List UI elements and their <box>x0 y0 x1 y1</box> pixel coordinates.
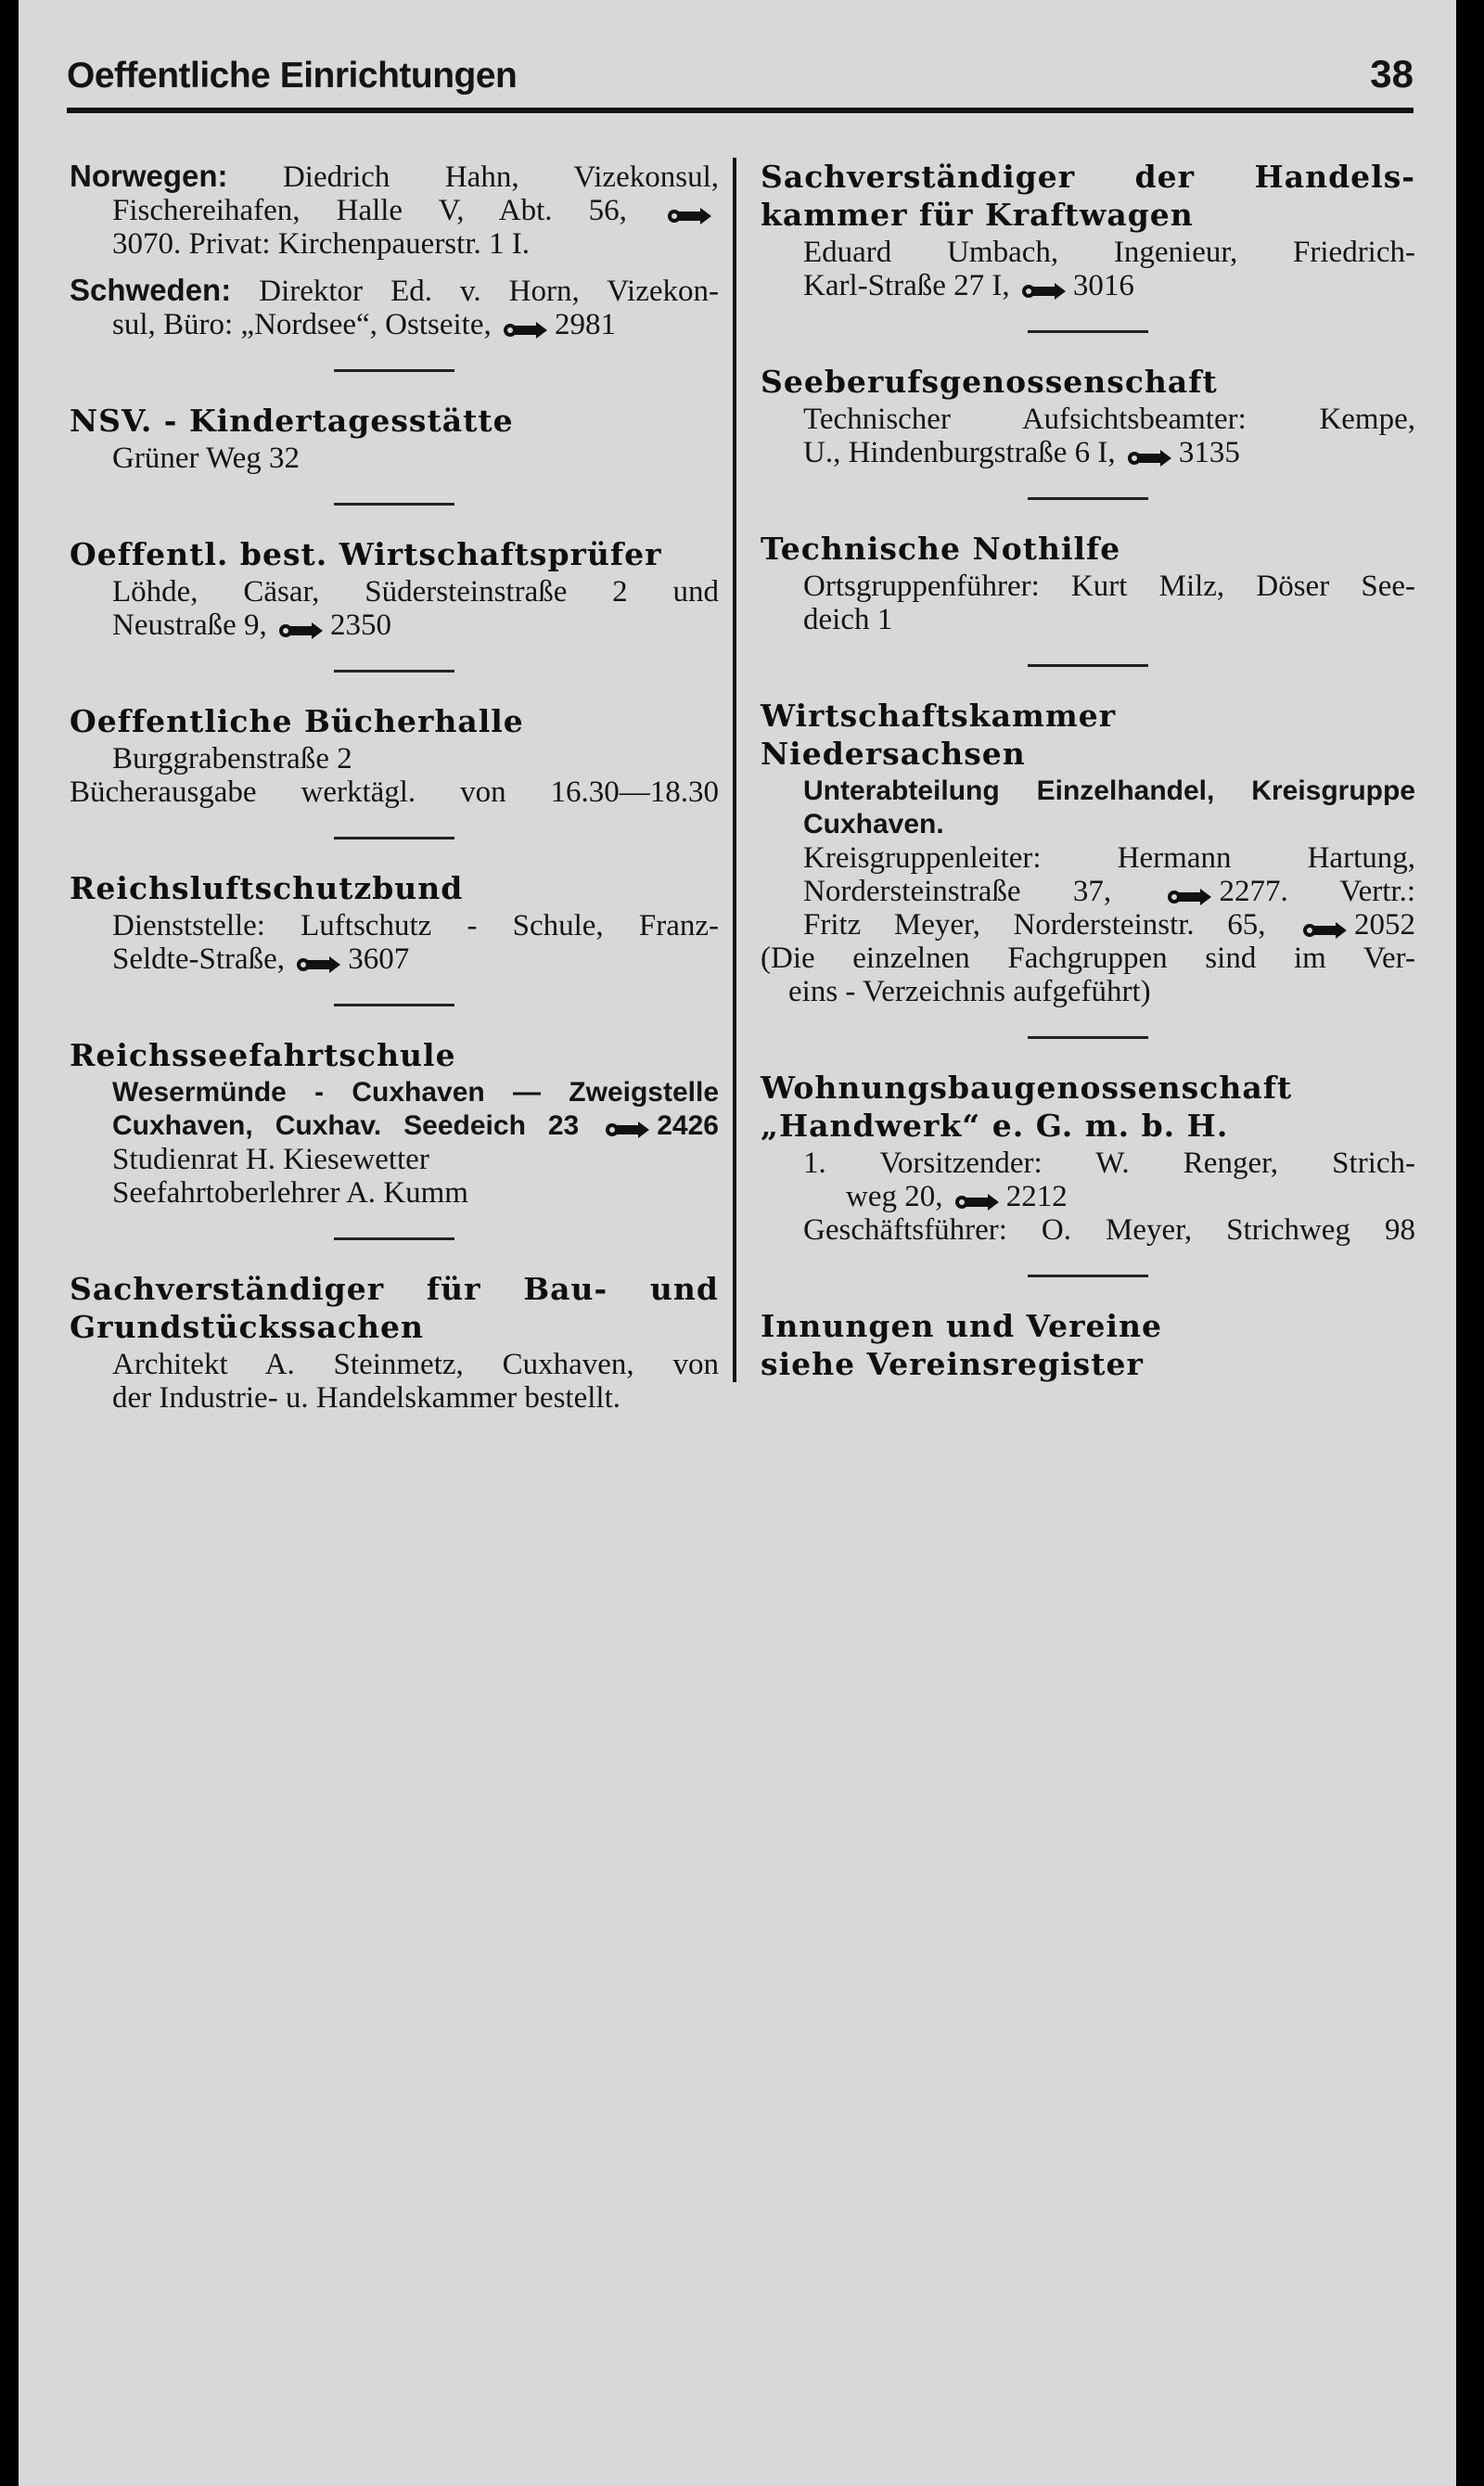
entry-nsv <box>70 404 719 475</box>
section-rule <box>334 837 454 839</box>
entry-line <box>761 1180 1415 1213</box>
entry-line: Seefahrtoberlehrer A. Kumm <box>112 1176 468 1210</box>
section-heading: Seeberufsgenossenschaft <box>761 364 1218 400</box>
entry-line: Kreisgruppenleiter: Hermann Hartung, <box>803 841 1415 875</box>
section-rule <box>334 369 454 372</box>
section-heading: Innungen und Vereine <box>761 1308 1162 1344</box>
entry-label: Norwegen: <box>70 159 228 193</box>
phone-number: 2426 <box>657 1110 719 1141</box>
section-rule <box>1028 664 1148 667</box>
section-rule <box>334 503 454 506</box>
left-column <box>70 160 719 1415</box>
entry-line: Burggrabenstraße 2 <box>112 742 352 775</box>
entry-text: 3070. Privat: Kirchenpauerstr. 1 I. <box>112 227 530 261</box>
entry-line: Geschäftsführer: O. Meyer, Strichweg 98 <box>803 1213 1415 1247</box>
entry-line: 1. Vorsitzender: W. Renger, Strich- <box>803 1147 1415 1180</box>
entry-line <box>70 308 719 341</box>
entry-line: Eduard Umbach, Ingenieur, Friedrich- <box>803 236 1415 269</box>
phone-number: 2212 <box>1005 1180 1068 1213</box>
entry-line: Unterabteilung Einzelhandel, Kreisgruppe <box>803 775 1415 806</box>
entry-line <box>70 227 719 261</box>
section-heading: NSV. - Kindertagesstätte <box>70 403 514 439</box>
entry-wohnungsbaugenossenschaft <box>761 1070 1415 1247</box>
section-heading: kammer für Kraftwagen <box>761 197 1194 233</box>
entry-line: Architekt A. Steinmetz, Cuxhaven, von <box>112 1348 719 1381</box>
entry-line <box>761 908 1415 942</box>
page-title: Oeffentliche Einrichtungen <box>67 56 518 96</box>
telephone-icon <box>1167 881 1213 902</box>
consul-entry-norway <box>70 160 719 261</box>
section-heading: Wohnungsbaugenossenschaft <box>761 1070 1293 1106</box>
section-heading: Oeffentliche Bücherhalle <box>70 703 524 739</box>
directory-page <box>19 0 1456 2486</box>
telephone-icon <box>667 200 713 221</box>
entry-line <box>761 436 1415 469</box>
section-heading: Reichsluftschutzbund <box>70 870 464 906</box>
section-heading: „Handwerk“ e. G. m. b. H. <box>761 1108 1229 1144</box>
entry-seeberufsgenossenschaft <box>761 365 1415 469</box>
section-rule <box>1028 1275 1148 1277</box>
entry-text: Seldte-Straße, <box>112 942 286 976</box>
entry-line: Löhde, Cäsar, Südersteinstraße 2 und <box>112 575 719 609</box>
consul-entry-sweden <box>70 274 719 341</box>
entry-line: Bücherausgabe werktägl. von 16.30—18.30 <box>70 775 719 809</box>
page-header <box>67 52 1414 108</box>
telephone-icon <box>954 1186 1001 1207</box>
entry-text: Cuxhaven, Cuxhav. Seedeich 23 <box>112 1110 580 1141</box>
entry-sachverstaendiger-bau <box>70 1272 719 1415</box>
section-rule <box>1028 330 1148 333</box>
right-column <box>761 160 1415 1385</box>
phone-number: 3016 <box>1072 269 1134 302</box>
telephone-icon <box>605 1115 651 1135</box>
entry-line: der Industrie- u. Handelskammer bestellt. <box>112 1381 620 1415</box>
entry-line <box>70 1109 719 1143</box>
section-heading: Oeffentl. best. Wirtschaftsprüfer <box>70 536 662 572</box>
entry-text: Fischereihafen, Halle V, Abt. 56, <box>112 194 627 227</box>
entry-text: Neustraße 9, <box>112 609 267 642</box>
entry-text: Karl-Straße 27 I, <box>803 269 1010 302</box>
entry-line <box>70 194 719 227</box>
phone-number: 2981 <box>555 308 616 341</box>
entry-line <box>70 274 719 308</box>
telephone-icon <box>503 314 549 335</box>
entry-line: Technischer Aufsichtsbeamter: Kempe, <box>803 403 1415 436</box>
section-rule <box>334 670 454 673</box>
section-heading: Wirtschaftskammer <box>761 698 1117 734</box>
entry-line: Dienststelle: Luftschutz - Schule, Franz- <box>112 909 719 942</box>
page-number: 38 <box>1370 52 1414 96</box>
section-heading: Reichsseefahrtschule <box>70 1037 456 1073</box>
telephone-icon <box>278 615 325 635</box>
column-divider <box>733 158 736 1382</box>
entry-text: sul, Büro: „Nordsee“, Ostseite, <box>112 308 492 341</box>
section-rule <box>334 1237 454 1240</box>
entry-buecherhalle <box>70 704 719 809</box>
entry-line <box>761 269 1415 302</box>
entry-text: weg 20, <box>846 1180 943 1213</box>
telephone-icon <box>296 949 342 969</box>
section-heading: Sachverständiger der Handels- <box>761 159 1415 195</box>
spacer <box>70 261 719 274</box>
entry-text: Diedrich Hahn, Vizekonsul, <box>282 160 719 194</box>
section-rule <box>334 1004 454 1006</box>
entry-line: deich 1 <box>803 603 893 636</box>
section-heading: Sachverständiger für Bau- und <box>70 1271 719 1307</box>
section-heading: Technische Nothilfe <box>761 531 1121 567</box>
section-heading: Grundstückssachen <box>70 1309 425 1345</box>
telephone-icon <box>1302 915 1349 935</box>
entry-line <box>70 609 719 642</box>
entry-line: Studienrat H. Kiesewetter <box>112 1143 429 1176</box>
entry-line <box>761 875 1415 908</box>
entry-line: (Die einzelnen Fachgruppen sind im Ver- <box>761 942 1415 975</box>
entry-text: Direktor Ed. v. Horn, Vizekon- <box>259 275 719 308</box>
entry-text: U., Hindenburgstraße 6 I, <box>803 436 1116 469</box>
entry-line <box>70 160 719 194</box>
section-heading: Niedersachsen <box>761 736 1026 772</box>
phone-number: 2277. Vertr.: <box>1219 875 1415 908</box>
telephone-icon <box>1021 276 1068 296</box>
entry-technische-nothilfe <box>761 532 1415 636</box>
section-rule <box>1028 497 1148 500</box>
phone-number: 2052 <box>1354 908 1416 942</box>
phone-number: 2350 <box>330 609 392 642</box>
entry-line: Ortsgruppenführer: Kurt Milz, Döser See- <box>803 570 1415 603</box>
entry-reichsseefahrtschule <box>70 1038 719 1210</box>
telephone-icon <box>1127 442 1173 463</box>
header-rule <box>67 108 1414 113</box>
entry-line: Cuxhaven. <box>803 809 944 839</box>
entry-wirtschaftskammer <box>761 698 1415 1008</box>
entry-line <box>70 942 719 976</box>
entry-text: Nordersteinstraße 37, <box>803 875 1112 908</box>
phone-number: 3135 <box>1178 436 1240 469</box>
section-rule <box>1028 1036 1148 1039</box>
phone-number: 3607 <box>348 942 410 976</box>
section-heading: siehe Vereinsregister <box>761 1346 1144 1382</box>
entry-wirtschaftspruefer <box>70 537 719 642</box>
entry-line: Grüner Weg 32 <box>112 442 301 475</box>
entry-label: Schweden: <box>70 273 232 307</box>
entry-line: eins - Verzeichnis aufgeführt) <box>788 975 1151 1008</box>
entry-innungen <box>761 1309 1415 1381</box>
entry-text: Fritz Meyer, Nordersteinstr. 65, <box>803 908 1266 942</box>
entry-sachverstaendiger-kfz <box>761 160 1415 302</box>
entry-reichsluftschutzbund <box>70 871 719 976</box>
entry-line: Wesermünde - Cuxhaven — Zweigstelle <box>112 1077 719 1108</box>
